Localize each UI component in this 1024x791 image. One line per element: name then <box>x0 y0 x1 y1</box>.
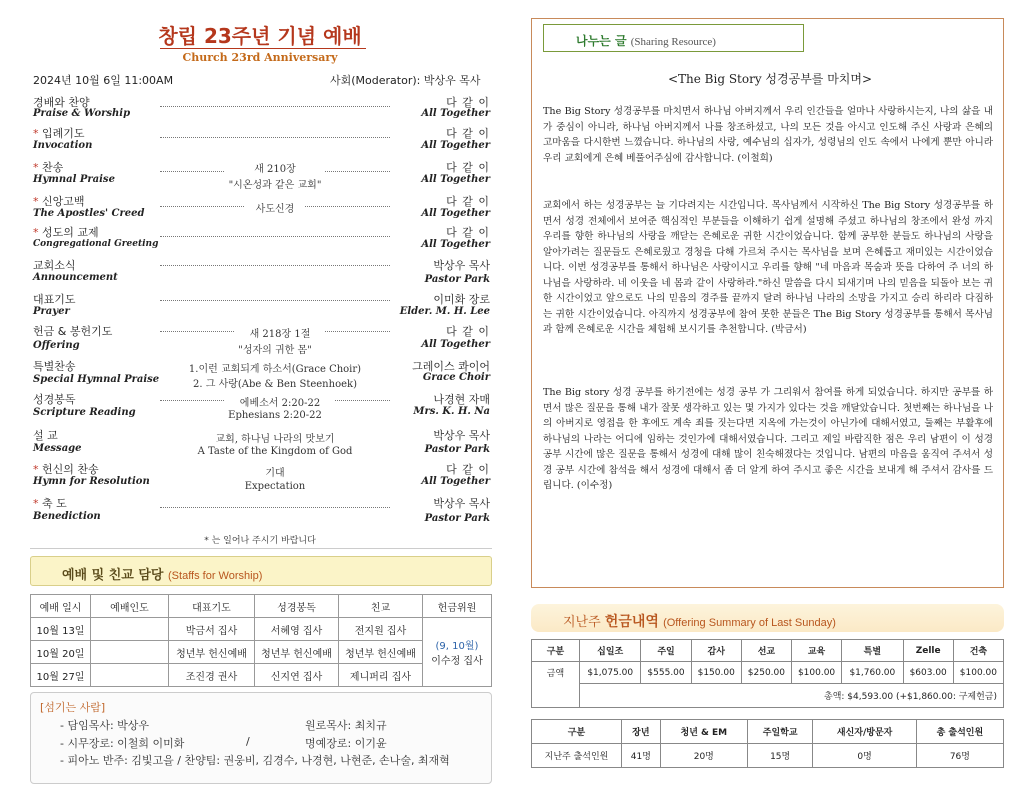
order-leader-ko: 박상우 목사 <box>433 259 490 272</box>
order-leader-ko: 다 같 이 <box>446 226 490 239</box>
table-cell: 20명 <box>660 744 747 768</box>
order-item-en: Hymn for Resolution <box>33 476 150 487</box>
order-detail-2: A Taste of the Kingdom of God <box>197 446 353 457</box>
order-leader-en: Mrs. K. H. Na <box>413 406 490 417</box>
table-cell: $250.00 <box>741 662 791 684</box>
table-cell: 조진경 권사 <box>169 664 255 687</box>
column-header: Zelle <box>903 640 953 662</box>
order-item-en: The Apostles' Creed <box>33 208 145 219</box>
order-detail-1: 사도신경 <box>245 200 305 215</box>
sharing-label-en: (Sharing Resource) <box>630 36 716 48</box>
order-detail-1: 1.이런 교회되게 하소서(Grace Choir) <box>188 364 362 375</box>
table-cell: 76명 <box>916 744 1003 768</box>
elder-separator: / <box>246 735 250 748</box>
table-cell: 제니퍼리 집사 <box>339 664 423 687</box>
leader-dots <box>160 300 390 301</box>
table-cell: $150.00 <box>691 662 741 684</box>
column-header: 대표기도 <box>169 595 255 618</box>
servants-title: [섬기는 사람] <box>40 701 106 714</box>
service-date: 2024년 10월 6일 11:00AM <box>33 74 174 87</box>
column-header: 총 출석인원 <box>916 720 1003 744</box>
order-item-ko: 신앙고백 <box>42 195 85 208</box>
order-item-en: Prayer <box>33 306 70 317</box>
table-cell <box>91 618 169 641</box>
column-header: 건축 <box>953 640 1003 662</box>
table-cell: $603.00 <box>903 662 953 684</box>
leader-dots <box>160 265 390 266</box>
table-cell <box>91 641 169 664</box>
order-item-ko: 교회소식 <box>33 259 76 272</box>
table-cell: $555.00 <box>641 662 691 684</box>
order-item-en: Special Hymnal Praise <box>33 374 160 385</box>
order-leader-en: All Together <box>421 174 490 185</box>
honorary-elder: 명예장로: 이기윤 <box>305 737 387 750</box>
order-leader-ko: 다 같 이 <box>446 161 490 174</box>
page-title: 창립 23주년 기념 예배 <box>158 24 362 48</box>
order-item-en: Invocation <box>33 140 93 151</box>
table-row <box>532 684 1004 708</box>
order-leader-ko: 그레이스 콰이어 <box>412 360 490 373</box>
sharing-heading: <The Big Story 성경공부를 마치며> <box>667 72 873 86</box>
column-header: 주일학교 <box>747 720 813 744</box>
order-leader-en: Pastor Park <box>424 274 490 285</box>
order-detail-1: 새 210장 <box>225 160 325 175</box>
order-leader-ko: 다 같 이 <box>446 195 490 208</box>
standing-mark: * <box>33 226 39 239</box>
order-item-ko: 성경봉독 <box>33 393 76 406</box>
column-header: 감사 <box>691 640 741 662</box>
table-cell: $100.00 <box>953 662 1003 684</box>
order-leader-en: All Together <box>421 476 490 487</box>
table-cell: 15명 <box>747 744 813 768</box>
offering-title-en: (Offering Summary of Last Sunday) <box>663 617 836 629</box>
table-cell: $1,760.00 <box>842 662 903 684</box>
order-leader-en: All Together <box>421 239 490 250</box>
order-leader-en: Grace Choir <box>422 372 490 383</box>
leader-dots <box>160 507 390 508</box>
order-leader-en: Elder. M. H. Lee <box>399 306 490 317</box>
column-header: 성경봉독 <box>255 595 339 618</box>
order-detail-2: 2. 그 사랑(Abe & Ben Steenhoek) <box>193 379 357 390</box>
leader-dots <box>160 137 390 138</box>
table-cell <box>91 664 169 687</box>
table-cell: 41명 <box>622 744 661 768</box>
order-item-ko: 헌신의 찬송 <box>42 463 99 476</box>
row-label: 지난주 출석인원 <box>532 744 622 768</box>
sharing-paragraph: The Big story 성경 공부를 하기전에는 성경 공부 가 그리워서 참여를 하게 되었습니다. 하지만 공부를 하면서 많은 질문을 통해 내가 잘못 생각하고 있는 몇 가지가 있다는 것을 깨달았습니다. 첫번째는 하나님을 나의 아버지로 영접을 한 후에도 계속 죄를 짓는다면 지옥에 가는것이 아닌가에 대해서였고, 둘째는 부활후에 하나님의 나라는 어디에 임하는 것인가에 대해서였습니다. 그리고 제일 바람직한 점은 우리 남편이 이 성경공부 시간에 많은 질문을 통해서 성경에 대해 많이 친숙해졌다는 것입니다. 남편의 마음을 움직여 주셔서 성경 공부 시간에 참석을 해서 성경에 대해서 좀 더 알게 하여 주시고 좋은 시간을 보내게 해 주셔서 감사를 드립니다. (이수정) <box>543 387 993 491</box>
offering-title-prefix: 지난주 <box>563 615 601 630</box>
order-item-ko: 입례기도 <box>42 127 85 140</box>
order-item-ko: 설 교 <box>33 429 58 442</box>
table-cell: 청년부 헌신예배 <box>255 641 339 664</box>
order-detail-1: 기대 <box>265 468 285 479</box>
title-underline <box>160 48 366 49</box>
column-header: 구분 <box>532 640 580 662</box>
table-cell: 10월 20일 <box>31 641 91 664</box>
row-label: 금액 <box>532 662 580 708</box>
order-detail-1: 새 218장 1절 <box>235 325 325 340</box>
table-cell: $100.00 <box>791 662 841 684</box>
order-leader-ko: 다 같 이 <box>446 96 490 109</box>
order-leader-ko: 다 같 이 <box>446 325 490 338</box>
elders: - 시무장로: 이철희 이미화 <box>60 737 185 750</box>
order-item-en: Offering <box>33 340 80 351</box>
offering-table <box>531 639 1004 708</box>
column-header: 구분 <box>532 720 622 744</box>
column-header: 교육 <box>791 640 841 662</box>
table-cell: 청년부 헌신예배 <box>169 641 255 664</box>
moderator: 사회(Moderator): 박상우 목사 <box>330 74 481 87</box>
staff-table <box>30 594 492 687</box>
order-leader-en: All Together <box>421 208 490 219</box>
standing-mark: * <box>33 195 39 208</box>
order-leader-ko: 박상우 목사 <box>433 497 490 510</box>
offering-title-main: 헌금내역 <box>604 614 659 630</box>
order-detail-1: 에베소서 2:20-22 <box>225 394 335 409</box>
table-cell: $1,075.00 <box>580 662 641 684</box>
order-detail-2: Ephesians 2:20-22 <box>228 410 322 421</box>
column-header: 십일조 <box>580 640 641 662</box>
table-cell: 박금서 집사 <box>169 618 255 641</box>
leader-dots <box>160 106 390 107</box>
column-header: 선교 <box>741 640 791 662</box>
column-header: 예배인도 <box>91 595 169 618</box>
sharing-paragraph: 교회에서 하는 성경공부는 늘 기다려지는 시간입니다. 목사님께서 시작하신 The Big Story 성경공부를 하면서 성경 전체에서 보여준 핵심적인 부분들을 이해하기 쉽게 설명해 주셨고 하나님의 창조에서 완성 까지 우리를 향한 하나님의 사랑을 깨닫는 은혜로운 귀한 시간이었습니다. 함께 공부한 분들도 하나님의 사랑을 알아가려는 질문들도 은혜로웠고 경청을 다해 가르쳐 주시는 목사님을 보며 은혜롭고 재미있는 시간이었습니다. 이번 성경공부를 통해서 하나님은 사랑이시고 우리를 향해 "네 마음과 목숨과 뜻을 다하여 주 너의 하나님을 사랑하라. 네 이웃을 네 몸과 같이 사랑하라."하신 말씀을 다시 되새기며 나의 믿음을 되돌아 보는 귀한 시간이었고 앞으로도 나의 믿음의 경주를 끝까지 달려 하나님 나라의 소망을 가지고 승리 하리라 다짐하는 귀한 시간이었습니다. 아직까지 성경공부에 참여 못한 분들은 The Big Story 성경공부를 통해서 목사님과 함께 은혜로운 시간을 체험해 보시기를 추천합니다. (박금서) <box>543 200 993 335</box>
standing-mark: * <box>33 127 39 140</box>
offering-title <box>563 611 836 631</box>
order-leader-en: All Together <box>421 339 490 350</box>
staff-section-title <box>62 564 262 583</box>
order-item-en: Scripture Reading <box>33 407 136 418</box>
order-item-ko: 축 도 <box>42 497 67 510</box>
order-leader-en: Pastor Park <box>424 444 490 455</box>
order-leader-ko: 다 같 이 <box>446 127 490 140</box>
order-leader-ko: 다 같 이 <box>446 463 490 476</box>
order-item-ko: 헌금 & 봉헌기도 <box>33 325 113 338</box>
sharing-paragraph: The Big Story 성경공부를 마치면서 하나님 아버지께서 우리 인간들을 얼마나 사랑하시는지, 나의 삶을 내가 중심이 아니라, 하나님 아버지께서 나를 창조하셨고, 나의 모든 것을 아시고 인도해 주신 사랑과 은혜의 고마움을 다시한번 느꼈습니다. 하나님의 사랑, 예수님의 십자가, 성령님의 인도 속에서 나에게 뿐만 아니라 우리 교회에게 은혜 베풀어주심에 감사합니다. (이철희) <box>543 106 993 164</box>
column-header: 청년 & EM <box>660 720 747 744</box>
column-header: 헌금위원 <box>423 595 492 618</box>
table-cell: 서혜영 집사 <box>255 618 339 641</box>
order-item-en: Hymnal Praise <box>33 174 115 185</box>
staff-title-en: (Staffs for Worship) <box>168 570 263 582</box>
column-header: 새신자/방문자 <box>813 720 916 744</box>
offering-committee-cell <box>423 618 492 687</box>
order-detail-1: 교회, 하나님 나라의 맛보기 <box>215 434 335 445</box>
table-row <box>31 618 492 641</box>
order-leader-ko: 이미화 장로 <box>433 293 490 306</box>
order-item-ko: 특별찬송 <box>33 360 76 373</box>
standing-mark: * <box>33 497 39 510</box>
order-item-en: Congregational Greeting <box>33 239 159 249</box>
attendance-table <box>531 719 1004 768</box>
table-cell: 신지연 집사 <box>255 664 339 687</box>
order-item-ko: 경배와 찬양 <box>33 96 90 109</box>
table-header-row <box>532 720 1004 744</box>
senior-pastor: - 담임목사: 박상우 <box>60 719 150 732</box>
table-row <box>31 664 492 687</box>
staff-title-ko: 예배 및 친교 담당 <box>62 568 164 583</box>
table-cell: 청년부 헌신예배 <box>339 641 423 664</box>
order-item-en: Praise & Worship <box>33 108 131 119</box>
order-leader-en: Pastor Park <box>424 513 490 524</box>
table-row <box>31 641 492 664</box>
order-detail-2: "시온성과 같은 교회" <box>228 180 322 191</box>
offering-total: 총액: $4,593.00 (+$1,860.00: 구제헌금) <box>580 684 1004 708</box>
order-item-en: Benediction <box>33 511 101 522</box>
order-leader-en: All Together <box>421 140 490 151</box>
order-detail-2: "성자의 귀한 몸" <box>238 345 312 356</box>
order-leader-en: All Together <box>421 108 490 119</box>
order-detail-2: Expectation <box>244 481 306 492</box>
sharing-label <box>576 32 716 49</box>
order-item-en: Announcement <box>33 272 118 283</box>
column-header: 특별 <box>842 640 903 662</box>
table-header-row <box>532 640 1004 662</box>
section-divider <box>30 548 492 549</box>
column-header: 장년 <box>622 720 661 744</box>
page-subtitle: Church 23rd Anniversary <box>182 51 338 64</box>
order-item-ko: 찬송 <box>42 161 64 174</box>
standing-mark: * <box>33 463 39 476</box>
order-leader-ko: 나경현 자매 <box>433 393 490 406</box>
order-item-ko: 대표기도 <box>33 293 76 306</box>
table-cell: 전지원 집사 <box>339 618 423 641</box>
column-header: 예배 일시 <box>31 595 91 618</box>
standing-mark: * <box>33 161 39 174</box>
table-cell: 0명 <box>813 744 916 768</box>
column-header: 주일 <box>641 640 691 662</box>
leader-dots <box>160 236 390 237</box>
offering-committee-dates: (9, 10월) <box>435 641 479 652</box>
sharing-label-ko: 나누는 글 <box>576 34 627 48</box>
table-cell: 10월 13일 <box>31 618 91 641</box>
table-row <box>532 744 1004 768</box>
order-leader-ko: 박상우 목사 <box>433 429 490 442</box>
column-header: 친교 <box>339 595 423 618</box>
emeritus-pastor: 원로목사: 최치규 <box>305 719 387 732</box>
standing-note: * 는 일어나 주시기 바랍니다 <box>204 536 316 546</box>
order-item-en: Message <box>33 443 82 454</box>
offering-committee-name: 이수정 집사 <box>431 656 483 667</box>
music-team: - 피아노 반주: 김빛고을 / 찬양팀: 권웅비, 김경수, 나경현, 나현준, 손나술, 최재혁 <box>60 754 450 767</box>
table-header-row <box>31 595 492 618</box>
order-item-ko: 성도의 교제 <box>42 226 99 239</box>
table-cell: 10월 27일 <box>31 664 91 687</box>
table-row <box>532 662 1004 684</box>
